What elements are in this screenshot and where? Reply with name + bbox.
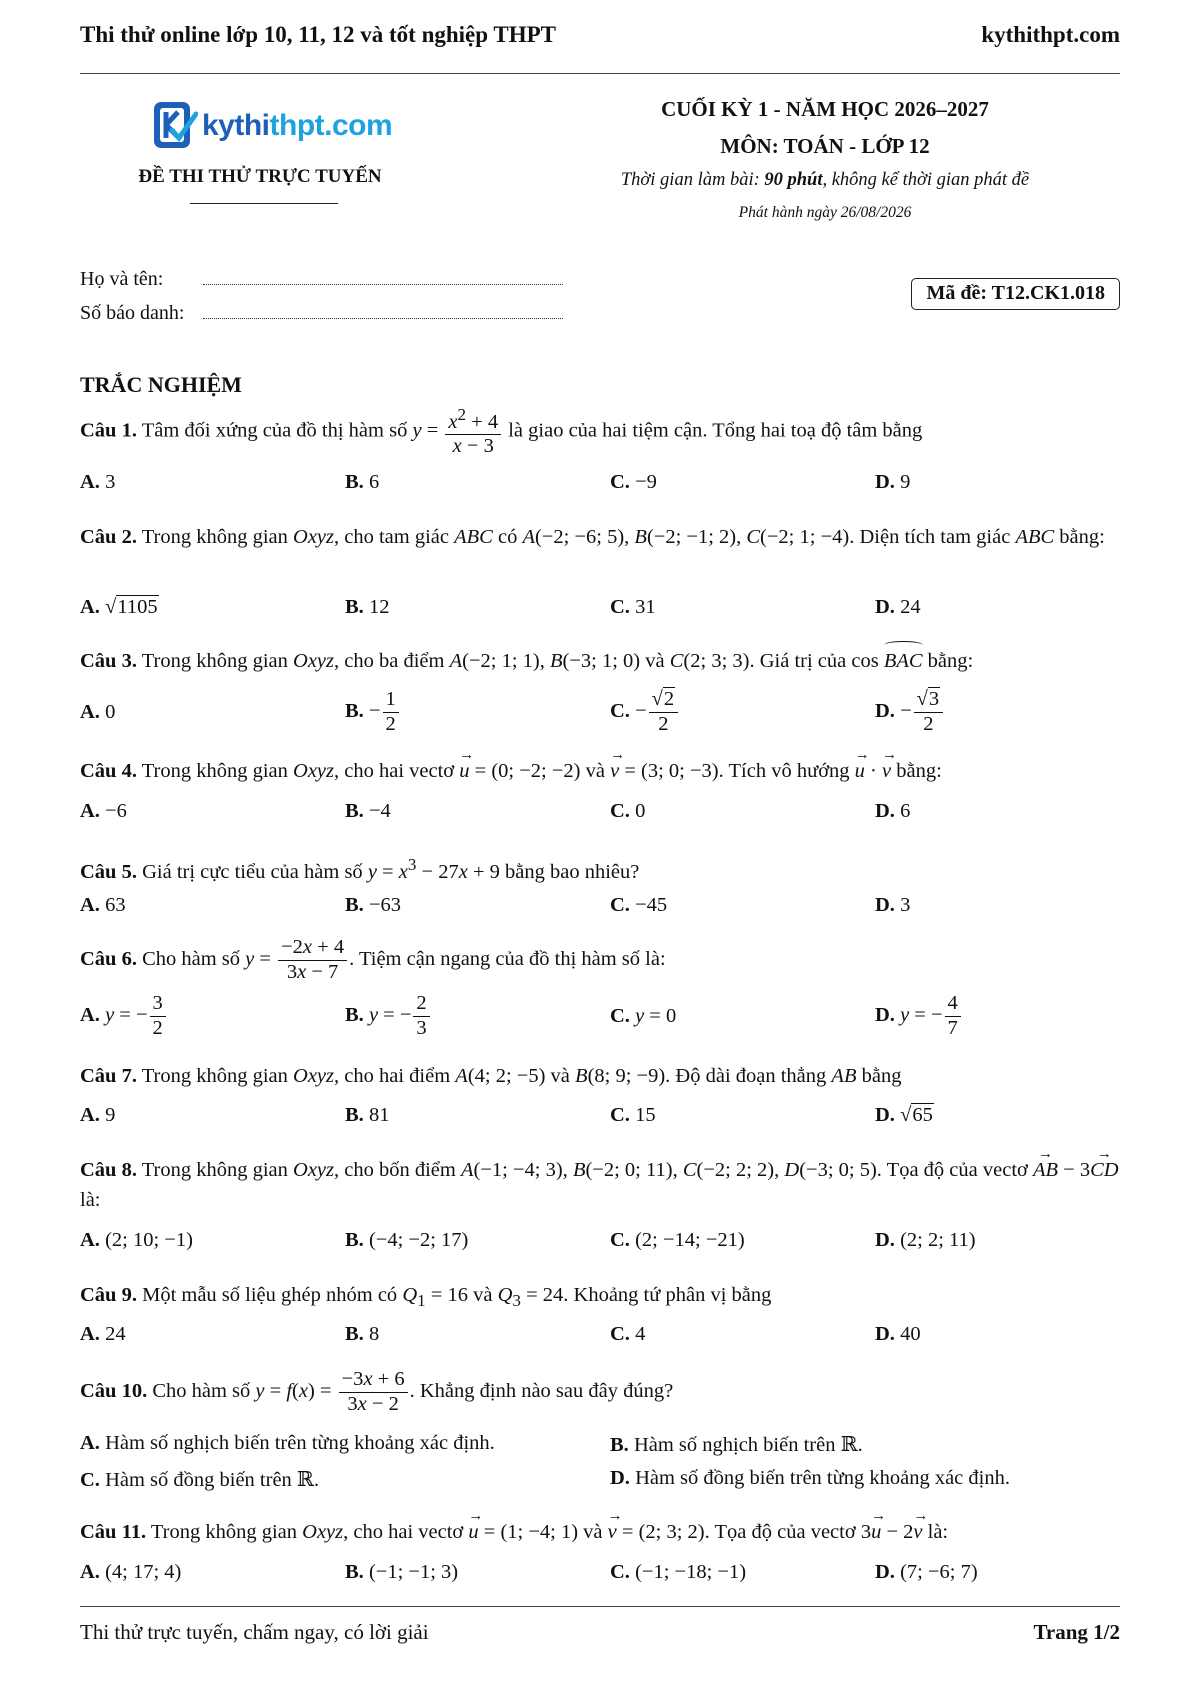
release-date: Phát hành ngày 26/08/2026 [738,204,912,221]
option-b[interactable]: B. (−1; −1; 3) [345,1561,459,1583]
option-a[interactable]: A. 0 [80,701,116,723]
header-site: kythithpt.com [981,22,1120,47]
option-c[interactable]: C. Hàm số đồng biến trên ℝ. [80,1469,320,1491]
option-d[interactable]: D. 6 [875,800,911,822]
exam-term: CUỐI KỲ 1 - NĂM HỌC 2026–2027 [661,97,989,121]
name-blank[interactable] [203,266,563,285]
option-c[interactable]: C. −45 [610,894,668,916]
option-a[interactable]: A. 3 [80,471,116,493]
option-c[interactable]: C. 4 [610,1323,646,1345]
question-8: Câu 8. Trong không gian Oxyz, cho bốn điểm A(−1; −4; 3), B(−2; 0; 11), C(−2; 2; 2), D(−3; 0; 5). Tọa độ của vectơ → AB − 3→ CD là: [80,1155,1120,1215]
exam-type: ĐỀ THI THỬ TRỰC TUYẾN [138,166,382,187]
option-a[interactable]: A. 9 [80,1104,116,1126]
option-a[interactable]: A. y = − $\frac{3}{2}$ [80,992,168,1040]
option-c[interactable]: C. − $\frac{√2}{2}$ [610,688,680,736]
header-divider [80,73,1120,74]
question-2: Câu 2. Trong không gian Oxyz, cho tam giác ABC có A(−2; −6; 5), B(−2; −1; 2), C(−2; 1; −4). Diện tích tam giác ABC bằng: [80,526,1105,548]
logo-icon [152,100,198,152]
option-b[interactable]: B. y = − $\frac{2}{3}$ [345,992,432,1040]
option-a[interactable]: A. √1105 [80,596,158,618]
option-b[interactable]: B. −4 [345,800,391,822]
option-a[interactable]: A. 63 [80,894,126,916]
option-a[interactable]: A. Hàm số nghịch biến trên từng khoảng xác định. [80,1432,495,1454]
logo-wordmark: kythithpt.com [202,109,393,142]
option-a[interactable]: A. (4; 17; 4) [80,1561,182,1583]
id-label: Số báo danh: [80,302,185,324]
option-d[interactable]: D. 9 [875,471,911,493]
option-a[interactable]: A. −6 [80,800,127,822]
footer-divider [80,1606,1120,1607]
exam-page [80,0,1120,1684]
exam-subject: MÔN: TOÁN - LỚP 12 [720,134,930,158]
option-d[interactable]: D. (7; −6; 7) [875,1561,978,1583]
name-label: Họ và tên: [80,268,164,290]
option-b[interactable]: B. 81 [345,1104,390,1126]
section-title: TRẮC NGHIỆM [80,372,242,397]
option-d[interactable]: D. 3 [875,894,911,916]
header-left-text: Thi thử online lớp 10, 11, 12 và tốt nghiệp THPT [80,22,556,47]
option-c[interactable]: C. 31 [610,596,656,618]
option-d[interactable]: D. √65 [875,1104,933,1126]
exam-duration: Thời gian làm bài: 90 phút, không kể thời gian phát đề [620,170,1030,190]
option-b[interactable]: B. 12 [345,596,390,618]
option-c[interactable]: C. y = 0 [610,1005,677,1027]
option-b[interactable]: B. Hàm số nghịch biến trên ℝ. [610,1434,863,1456]
option-b[interactable]: B. −63 [345,894,401,916]
question-1: Câu 1. Tâm đối xứng của đồ thị hàm số y = $\frac{x^2 + 4}{x - 3}$ là giao của hai tiệm cận. Tổng hai toạ độ tâm bằng [80,405,923,458]
option-b[interactable]: B. 8 [345,1323,380,1345]
option-c[interactable]: C. −9 [610,471,657,493]
option-b[interactable]: B. − $\frac{1}{2}$ [345,688,401,736]
question-9: Câu 9. Một mẫu số liệu ghép nhóm có $Q_1 = 16$ và $Q_3 = 24$. Khoảng tứ phân vị bằng [80,1284,772,1311]
option-d[interactable]: D. 24 [875,596,921,618]
question-11: Câu 11. Trong không gian Oxyz, cho hai vectơ → u = (1; −4; 1) và → v = (2; 3; 2). Tọa độ của vectơ 3→ u − 2→ v là: [80,1517,1120,1547]
option-d[interactable]: D. Hàm số đồng biến trên từng khoảng xác định. [610,1467,1010,1489]
option-c[interactable]: C. 0 [610,800,646,822]
id-blank[interactable] [203,300,563,319]
option-d[interactable]: D. 40 [875,1323,921,1345]
footer-text: Thi thử trực tuyến, chấm ngay, có lời giải [80,1620,429,1644]
option-c[interactable]: C. (−1; −18; −1) [610,1561,747,1583]
id-field [80,300,563,325]
page-number: Trang 1/2 [1033,1620,1120,1644]
name-field [80,266,563,291]
question-3: Câu 3. Trong không gian Oxyz, cho ba điểm A(−2; 1; 1), B(−3; 1; 0) và C(2; 3; 3). Giá trị của cos BAC bằng: [80,646,1120,676]
option-c[interactable]: C. (2; −14; −21) [610,1229,745,1251]
option-b[interactable]: B. (−4; −2; 17) [345,1229,469,1251]
subtitle-underline [190,203,338,204]
option-c[interactable]: C. 15 [610,1104,656,1126]
question-5: Câu 5. Giá trị cực tiểu của hàm số $y = x^3 - 27x + 9$ bằng bao nhiêu? [80,855,640,883]
option-a[interactable]: A. 24 [80,1323,126,1345]
option-b[interactable]: B. 6 [345,471,380,493]
option-a[interactable]: A. (2; 10; −1) [80,1229,193,1251]
option-d[interactable]: D. y = − $\frac{4}{7}$ [875,992,963,1040]
question-6: Câu 6. Cho hàm số y = $\frac{-2x + 4}{3x - 7}$ . Tiệm cận ngang của đồ thị hàm số là: [80,936,666,983]
question-10: Câu 10. Cho hàm số y = f(x) = $\frac{-3x + 6}{3x - 2}$ . Khẳng định nào sau đây đúng? [80,1368,674,1415]
question-4: Câu 4. Trong không gian Oxyz, cho hai vectơ → u = (0; −2; −2) và → v = (3; 0; −3). Tích vô hướng → u · → v bằng: [80,756,1120,786]
option-d[interactable]: D. (2; 2; 11) [875,1229,976,1251]
question-7: Câu 7. Trong không gian Oxyz, cho hai điểm A(4; 2; −5) và B(8; 9; −9). Độ dài đoạn thẳng AB bằng [80,1065,902,1087]
option-d[interactable]: D. − $\frac{√3}{2}$ [875,688,945,736]
site-logo [152,100,402,156]
exam-code-box: Mã đề: T12.CK1.018 [911,278,1120,310]
